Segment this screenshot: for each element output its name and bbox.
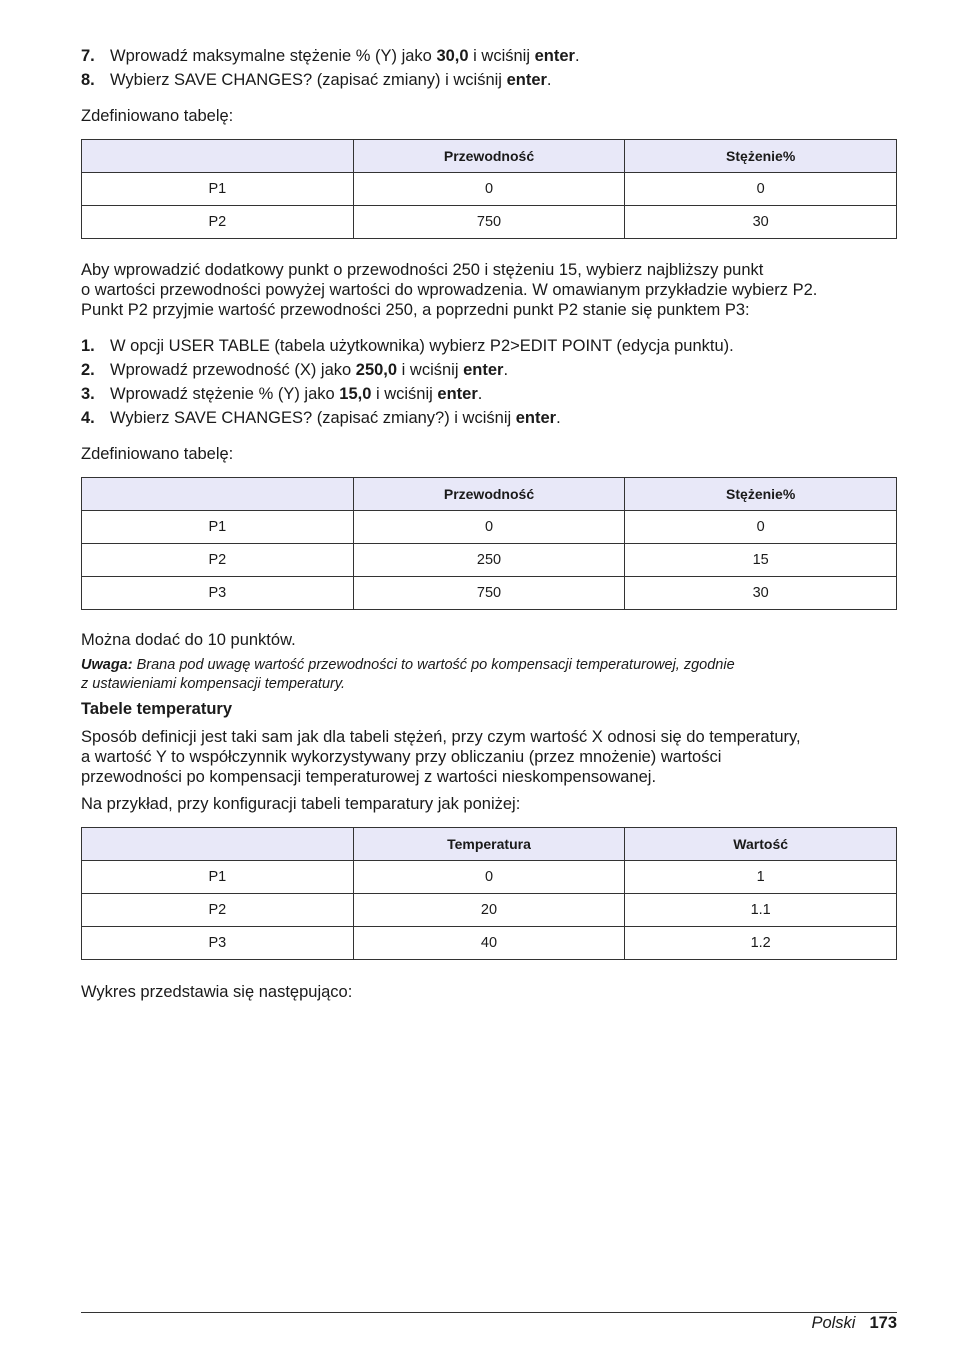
max-points-text: Można dodać do 10 punktów. <box>81 631 296 649</box>
document-page <box>81 44 897 1002</box>
note-text: Brana pod uwagę wartość przewodności to wartość po kompensacji temperaturowej, zgodnie <box>132 657 735 673</box>
column-header <box>82 140 354 173</box>
section-heading: Tabele temperatury <box>81 700 232 718</box>
step-key: enter <box>463 361 504 379</box>
table-cell: 0 <box>353 511 625 544</box>
table-cell: 30 <box>625 577 897 610</box>
note-label: Uwaga: <box>81 657 133 673</box>
paragraph-line: a wartość Y to współczynnik wykorzystywany przy obliczaniu (przez mnożenie) wartości <box>81 748 722 766</box>
column-header: Przewodność <box>353 478 625 511</box>
column-header: Wartość <box>625 828 897 861</box>
step-key: enter <box>534 47 575 65</box>
table-cell: P1 <box>82 511 354 544</box>
step-key: enter <box>515 409 557 427</box>
explanation-paragraph <box>81 260 897 320</box>
step-text: . <box>556 409 561 427</box>
step-item <box>81 382 897 406</box>
step-number: 2. <box>81 361 95 379</box>
table-cell: P1 <box>82 861 354 894</box>
table-row <box>82 511 897 544</box>
concentration-table-2 <box>81 477 897 610</box>
paragraph-line: Aby wprowadzić dodatkowy punkt o przewodności 250 i stężeniu 15, wybierz najbliższy punkt <box>81 261 764 279</box>
step-text: . <box>546 71 552 89</box>
steps-list-b <box>81 334 897 430</box>
table-cell: 30 <box>625 206 897 239</box>
table-cell: 750 <box>353 206 625 239</box>
table-cell: P3 <box>82 927 354 960</box>
step-text: i wciśnij <box>371 385 438 403</box>
step-item <box>81 334 897 358</box>
step-text: . <box>477 385 483 403</box>
step-item <box>81 68 897 92</box>
step-value: 250,0 <box>355 361 398 379</box>
table-row <box>82 577 897 610</box>
step-text: . <box>574 47 580 65</box>
column-header: Przewodność <box>353 140 625 173</box>
table-cell: 0 <box>353 173 625 206</box>
step-number: 7. <box>81 47 95 65</box>
table-row <box>82 927 897 960</box>
column-header: Temperatura <box>353 828 625 861</box>
note-text: z ustawieniami kompensacji temperatury. <box>81 676 346 692</box>
temperature-table <box>81 827 897 960</box>
step-text: Wprowadź stężenie % (Y) jako <box>110 385 340 403</box>
step-text: . <box>503 361 509 379</box>
step-number: 4. <box>81 409 95 427</box>
column-header: Stężenie% <box>625 478 897 511</box>
table-row <box>82 894 897 927</box>
column-header <box>82 478 354 511</box>
table-cell: 0 <box>625 173 897 206</box>
table-cell: 1.1 <box>625 894 897 927</box>
step-number: 3. <box>81 385 95 403</box>
step-number: 1. <box>81 337 95 355</box>
paragraph-line: przewodności po kompensacji temperaturowej z wartości nieskompensowanej. <box>81 768 657 786</box>
table-row <box>82 861 897 894</box>
table-intro: Zdefiniowano tabelę: <box>81 445 234 463</box>
page-footer <box>81 1312 897 1332</box>
table-cell: 250 <box>353 544 625 577</box>
step-text: Wprowadź maksymalne stężenie % (Y) jako <box>110 47 437 65</box>
step-text: i wciśnij <box>468 47 535 65</box>
table-header-row <box>82 478 897 511</box>
table-cell: P2 <box>82 544 354 577</box>
table-cell: 40 <box>353 927 625 960</box>
step-value: 30,0 <box>436 47 469 65</box>
chart-intro: Wykres przedstawia się następująco: <box>81 983 353 1001</box>
paragraph-line: Sposób definicji jest taki sam jak dla tabeli stężeń, przy czym wartość X odnosi się do temperatury, <box>81 728 801 746</box>
table-header-row <box>82 140 897 173</box>
table-header-row <box>82 828 897 861</box>
step-key: enter <box>506 71 547 89</box>
table-cell: P2 <box>82 206 354 239</box>
temperature-description <box>81 727 897 787</box>
footer-language: Polski <box>811 1314 856 1332</box>
table-cell: 0 <box>353 861 625 894</box>
paragraph-line: o wartości przewodności powyżej wartości do wprowadzenia. W omawianym przykładzie wybierz P2. <box>81 281 818 299</box>
step-number: 8. <box>81 71 95 89</box>
step-text: Wybierz SAVE CHANGES? (zapisać zmiany) i wciśnij <box>110 71 507 89</box>
table-cell: P2 <box>82 894 354 927</box>
column-header <box>82 828 354 861</box>
table-row <box>82 544 897 577</box>
concentration-table-1 <box>81 139 897 239</box>
table-intro: Zdefiniowano tabelę: <box>81 107 234 125</box>
table-cell: 20 <box>353 894 625 927</box>
table-cell: 1.2 <box>625 927 897 960</box>
step-text: i wciśnij <box>397 361 464 379</box>
paragraph-line: Punkt P2 przyjmie wartość przewodności 250, a poprzedni punkt P2 stanie się punktem P3: <box>81 301 750 319</box>
step-item <box>81 406 897 430</box>
note <box>81 656 897 694</box>
step-text: Wybierz SAVE CHANGES? (zapisać zmiany?) i wciśnij <box>110 409 516 427</box>
table-row <box>82 206 897 239</box>
step-item <box>81 44 897 68</box>
step-text: Wprowadź przewodność (X) jako <box>110 361 356 379</box>
table-cell: 0 <box>625 511 897 544</box>
step-value: 15,0 <box>339 385 372 403</box>
steps-list-a <box>81 44 897 92</box>
table-cell: 15 <box>625 544 897 577</box>
step-key: enter <box>437 385 478 403</box>
table-cell: P1 <box>82 173 354 206</box>
example-intro: Na przykład, przy konfiguracji tabeli temparatury jak poniżej: <box>81 795 521 813</box>
table-row <box>82 173 897 206</box>
page-number: 173 <box>869 1314 897 1332</box>
table-cell: P3 <box>82 577 354 610</box>
table-cell: 750 <box>353 577 625 610</box>
step-text: W opcji USER TABLE (tabela użytkownika) wybierz P2>EDIT POINT (edycja punktu). <box>110 337 734 355</box>
step-item <box>81 358 897 382</box>
column-header: Stężenie% <box>625 140 897 173</box>
table-cell: 1 <box>625 861 897 894</box>
